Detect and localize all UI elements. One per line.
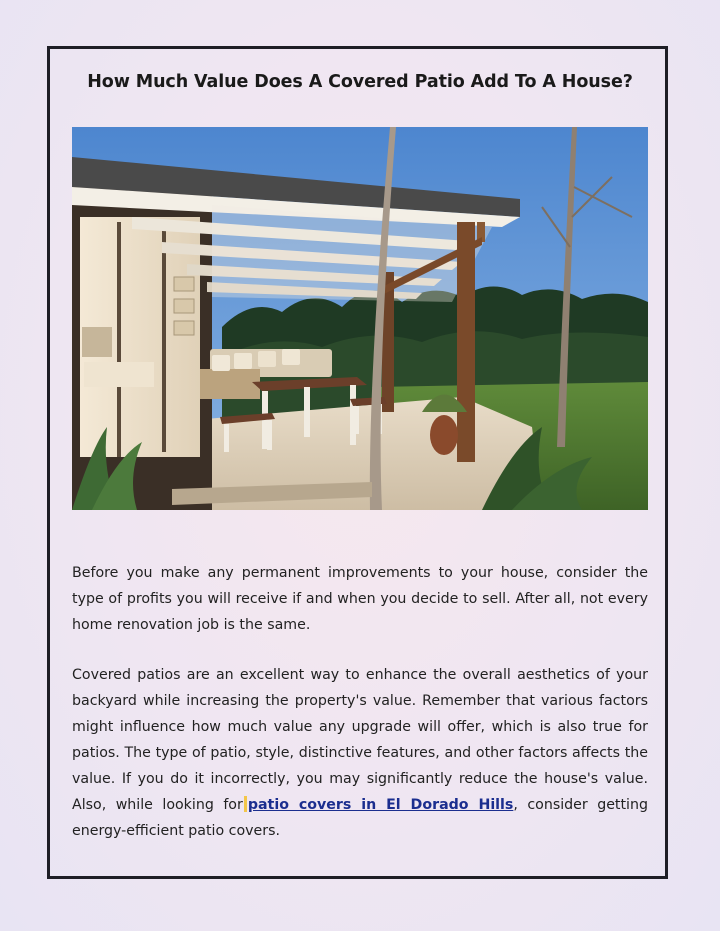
paragraph-body-tail: , consider getting energy-efficient patio covers. — [72, 797, 648, 839]
patio-photo — [72, 127, 648, 510]
paragraph-body-text: Covered patios are an excellent way to enhance the overall aesthetics of your backyard while increasing the property's value. Remember that various factors might influence how much value any upgrade will offer, which is also true for patios. The type of patio, style, distinctive features, and other factors affects the value. If you do it incorrectly, you may significantly reduce the house's value. Also, while looking for — [72, 667, 648, 813]
page-title: How Much Value Does A Covered Patio Add To A House? — [87, 72, 633, 92]
paragraph-body — [72, 662, 648, 844]
paragraph-intro: Before you make any permanent improvements to your house, consider the type of profits you will receive if and when you decide to sell. After all, not every home renovation job is the same. — [72, 565, 648, 633]
text-cursor-marker — [244, 796, 247, 812]
patio-covers-link[interactable]: patio covers in El Dorado Hills — [247, 797, 514, 813]
